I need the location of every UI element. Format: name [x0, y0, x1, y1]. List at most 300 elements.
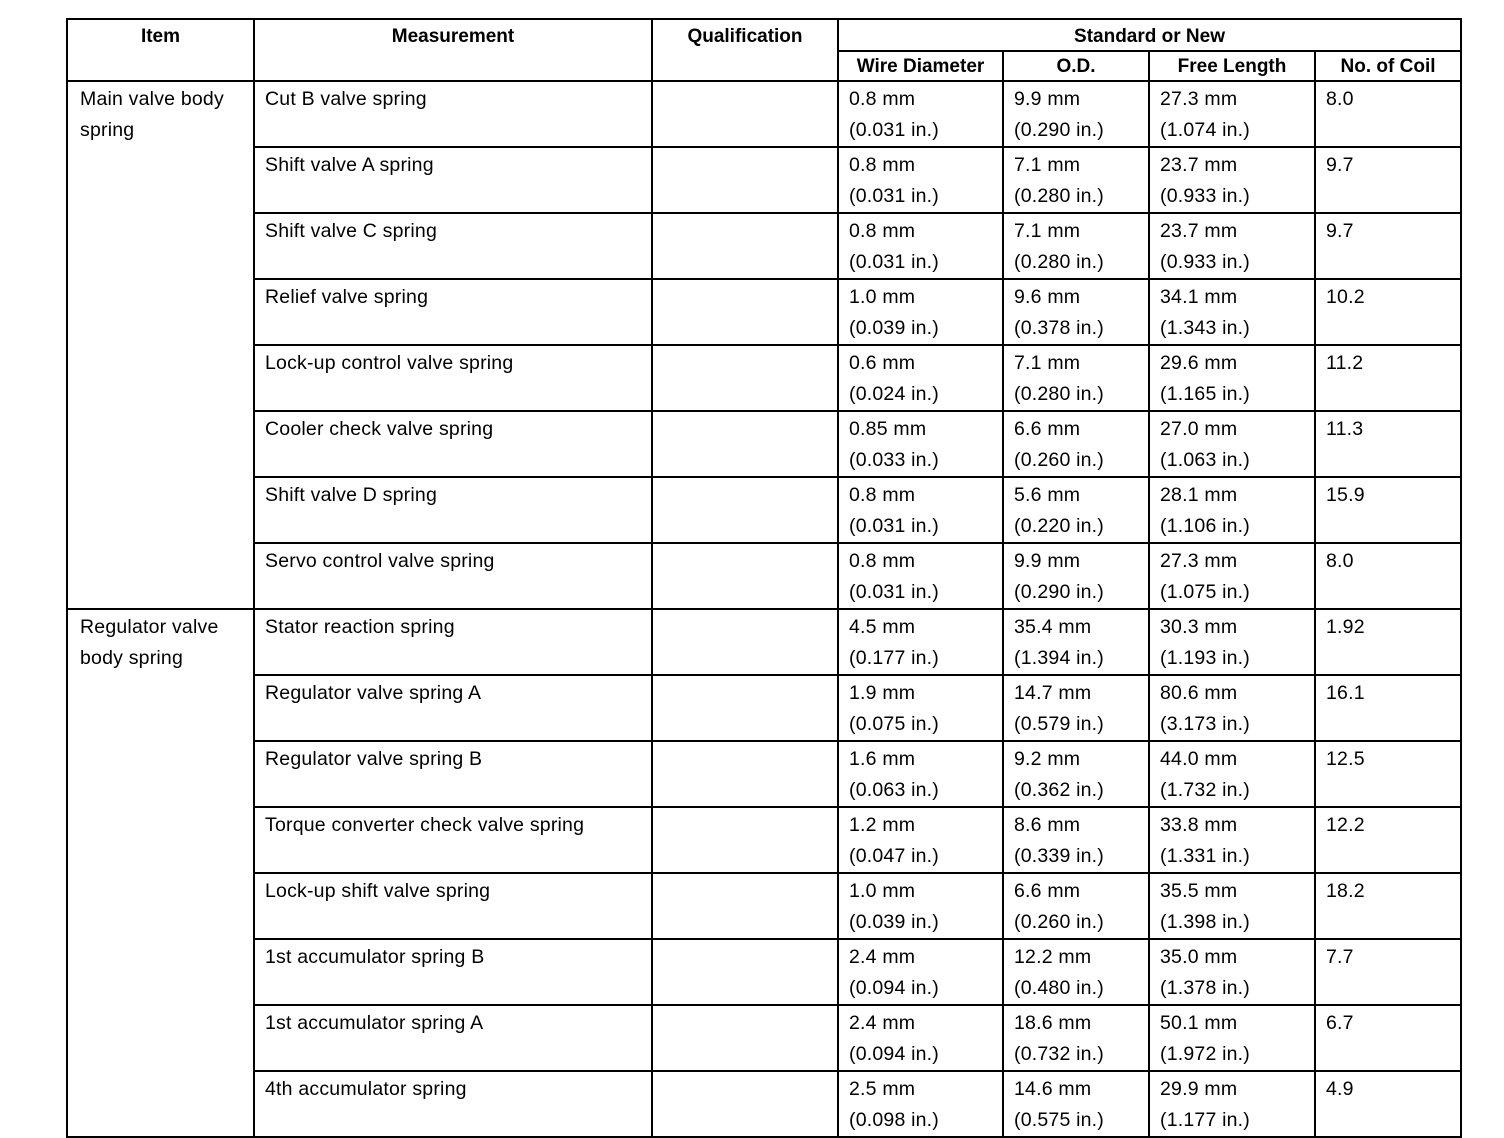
free-length-value-metric: 30.3 mm — [1160, 616, 1238, 638]
free-length-value-imperial: (1.193 in.) — [1160, 647, 1250, 669]
qualification-value — [653, 544, 837, 546]
od-value — [1004, 808, 1148, 872]
od-value-imperial: (0.378 in.) — [1014, 317, 1104, 339]
od-value-metric: 7.1 mm — [1014, 154, 1081, 176]
measurement-name: Shift valve D spring — [265, 484, 437, 506]
table-row — [67, 675, 1461, 741]
wire-diameter-value-metric: 1.6 mm — [849, 748, 916, 770]
free-length-cell — [1149, 543, 1315, 609]
od-value-imperial: (0.280 in.) — [1014, 383, 1104, 405]
od-value — [1004, 214, 1148, 278]
wire-diameter-value — [839, 676, 1002, 740]
free-length-value-metric: 35.0 mm — [1160, 946, 1238, 968]
wire-diameter-value-imperial: (0.075 in.) — [849, 713, 939, 735]
wire-diameter-cell — [838, 411, 1003, 477]
wire-diameter-value — [839, 214, 1002, 278]
free-length-cell — [1149, 477, 1315, 543]
qualification-value — [653, 676, 837, 678]
table-row — [67, 939, 1461, 1005]
wire-diameter-value-metric: 0.8 mm — [849, 220, 916, 242]
table-body — [67, 81, 1461, 1137]
free-length-value-imperial: (1.732 in.) — [1160, 779, 1250, 801]
free-length-value-imperial: (1.343 in.) — [1160, 317, 1250, 339]
wire-diameter-value-metric: 1.2 mm — [849, 814, 916, 836]
qualification-value — [653, 1072, 837, 1074]
wire-diameter-value-imperial: (0.063 in.) — [849, 779, 939, 801]
coil-cell — [1315, 147, 1461, 213]
od-value-imperial: (0.280 in.) — [1014, 185, 1104, 207]
header-od: O.D. — [1003, 51, 1149, 81]
coil-value: 8.0 — [1326, 550, 1354, 572]
qualification-value — [653, 214, 837, 216]
free-length-value-metric: 23.7 mm — [1160, 154, 1238, 176]
measurement-cell — [254, 411, 652, 477]
free-length-value-metric: 29.6 mm — [1160, 352, 1238, 374]
measurement-name: Lock-up shift valve spring — [265, 880, 491, 902]
free-length-value — [1150, 874, 1314, 938]
free-length-value — [1150, 808, 1314, 872]
wire-diameter-value-metric: 0.8 mm — [849, 550, 916, 572]
measurement-cell — [254, 675, 652, 741]
od-cell — [1003, 1071, 1149, 1137]
header-qualification: Qualification — [652, 19, 838, 81]
qualification-cell — [652, 939, 838, 1005]
coil-value: 1.92 — [1326, 616, 1365, 638]
qualification-value — [653, 1006, 837, 1008]
free-length-cell — [1149, 279, 1315, 345]
free-length-value-imperial: (1.075 in.) — [1160, 581, 1250, 603]
coil-value: 4.9 — [1326, 1078, 1354, 1100]
measurement-cell — [254, 741, 652, 807]
free-length-value — [1150, 940, 1314, 1004]
free-length-cell — [1149, 939, 1315, 1005]
table-header — [67, 19, 1461, 81]
measurement-cell — [254, 81, 652, 147]
od-cell — [1003, 411, 1149, 477]
wire-diameter-value-imperial: (0.177 in.) — [849, 647, 939, 669]
qualification-cell — [652, 411, 838, 477]
free-length-value — [1150, 1006, 1314, 1070]
free-length-value-imperial: (1.063 in.) — [1160, 449, 1250, 471]
qualification-cell — [652, 213, 838, 279]
od-cell — [1003, 873, 1149, 939]
free-length-cell — [1149, 1005, 1315, 1071]
wire-diameter-cell — [838, 1005, 1003, 1071]
wire-diameter-value-imperial: (0.033 in.) — [849, 449, 939, 471]
qualification-value — [653, 148, 837, 150]
free-length-value-metric: 27.0 mm — [1160, 418, 1238, 440]
measurement-cell — [254, 873, 652, 939]
coil-value: 16.1 — [1326, 682, 1365, 704]
free-length-value — [1150, 610, 1314, 674]
table-row — [67, 147, 1461, 213]
od-value — [1004, 940, 1148, 1004]
coil-value: 12.2 — [1326, 814, 1365, 836]
wire-diameter-cell — [838, 1071, 1003, 1137]
measurement-name: Cut B valve spring — [265, 88, 427, 110]
coil-value: 9.7 — [1326, 220, 1354, 242]
wire-diameter-value-imperial: (0.094 in.) — [849, 977, 939, 999]
od-value — [1004, 676, 1148, 740]
coil-cell — [1315, 477, 1461, 543]
coil-cell — [1315, 609, 1461, 675]
od-cell — [1003, 477, 1149, 543]
free-length-value — [1150, 478, 1314, 542]
wire-diameter-value-metric: 2.5 mm — [849, 1078, 916, 1100]
free-length-cell — [1149, 609, 1315, 675]
od-value-metric: 12.2 mm — [1014, 946, 1092, 968]
qualification-cell — [652, 543, 838, 609]
wire-diameter-cell — [838, 279, 1003, 345]
free-length-cell — [1149, 873, 1315, 939]
free-length-cell — [1149, 411, 1315, 477]
free-length-value-metric: 27.3 mm — [1160, 550, 1238, 572]
coil-cell — [1315, 807, 1461, 873]
qualification-value — [653, 742, 837, 744]
free-length-cell — [1149, 741, 1315, 807]
coil-value: 6.7 — [1326, 1012, 1354, 1034]
wire-diameter-value-imperial: (0.047 in.) — [849, 845, 939, 867]
wire-diameter-value-imperial: (0.039 in.) — [849, 911, 939, 933]
od-cell — [1003, 147, 1149, 213]
measurement-name: Relief valve spring — [265, 286, 429, 308]
free-length-value-metric: 80.6 mm — [1160, 682, 1238, 704]
od-value-metric: 5.6 mm — [1014, 484, 1081, 506]
free-length-value-metric: 27.3 mm — [1160, 88, 1238, 110]
od-value — [1004, 478, 1148, 542]
qualification-cell — [652, 609, 838, 675]
group-name — [68, 82, 253, 146]
header-wire-diameter: Wire Diameter — [838, 51, 1003, 81]
qualification-cell — [652, 147, 838, 213]
wire-diameter-cell — [838, 873, 1003, 939]
header-no-of-coil: No. of Coil — [1315, 51, 1461, 81]
header-item: Item — [67, 19, 254, 81]
measurement-name: Regulator valve spring B — [265, 748, 483, 770]
free-length-cell — [1149, 81, 1315, 147]
free-length-value — [1150, 82, 1314, 146]
wire-diameter-value-imperial: (0.031 in.) — [849, 581, 939, 603]
measurement-name: Cooler check valve spring — [265, 418, 494, 440]
free-length-value — [1150, 214, 1314, 278]
coil-cell — [1315, 675, 1461, 741]
free-length-cell — [1149, 147, 1315, 213]
od-value-metric: 14.6 mm — [1014, 1078, 1092, 1100]
measurement-cell — [254, 1005, 652, 1071]
od-value-metric: 9.2 mm — [1014, 748, 1081, 770]
free-length-value-metric: 35.5 mm — [1160, 880, 1238, 902]
od-value — [1004, 544, 1148, 608]
free-length-value-metric: 34.1 mm — [1160, 286, 1238, 308]
coil-cell — [1315, 1071, 1461, 1137]
od-value — [1004, 412, 1148, 476]
free-length-value-imperial: (1.165 in.) — [1160, 383, 1250, 405]
free-length-value-metric: 44.0 mm — [1160, 748, 1238, 770]
measurement-cell — [254, 345, 652, 411]
od-cell — [1003, 213, 1149, 279]
measurement-name: 1st accumulator spring B — [265, 946, 485, 968]
od-value — [1004, 280, 1148, 344]
group-name — [68, 610, 253, 674]
measurement-cell — [254, 1071, 652, 1137]
od-value — [1004, 346, 1148, 410]
qualification-cell — [652, 807, 838, 873]
wire-diameter-value-metric: 0.6 mm — [849, 352, 916, 374]
wire-diameter-cell — [838, 675, 1003, 741]
qualification-value — [653, 346, 837, 348]
table-row — [67, 609, 1461, 675]
od-value-metric: 18.6 mm — [1014, 1012, 1092, 1034]
od-value-metric: 8.6 mm — [1014, 814, 1081, 836]
measurement-name: Servo control valve spring — [265, 550, 495, 572]
coil-value: 11.2 — [1326, 352, 1364, 374]
qualification-value — [653, 808, 837, 810]
wire-diameter-cell — [838, 81, 1003, 147]
wire-diameter-value-imperial: (0.039 in.) — [849, 317, 939, 339]
wire-diameter-cell — [838, 609, 1003, 675]
measurement-cell — [254, 213, 652, 279]
wire-diameter-value-imperial: (0.031 in.) — [849, 515, 939, 537]
wire-diameter-value-imperial: (0.094 in.) — [849, 1043, 939, 1065]
wire-diameter-value-imperial: (0.031 in.) — [849, 119, 939, 141]
measurement-cell — [254, 147, 652, 213]
measurement-cell — [254, 477, 652, 543]
qualification-cell — [652, 477, 838, 543]
free-length-value — [1150, 412, 1314, 476]
od-value — [1004, 874, 1148, 938]
wire-diameter-value-imperial: (0.024 in.) — [849, 383, 939, 405]
od-value-imperial: (0.362 in.) — [1014, 779, 1104, 801]
od-value-metric: 9.9 mm — [1014, 88, 1081, 110]
wire-diameter-value-imperial: (0.031 in.) — [849, 251, 939, 273]
od-value — [1004, 82, 1148, 146]
coil-cell — [1315, 543, 1461, 609]
od-cell — [1003, 279, 1149, 345]
table-row — [67, 873, 1461, 939]
coil-value: 18.2 — [1326, 880, 1365, 902]
table-row — [67, 741, 1461, 807]
od-value-imperial: (0.260 in.) — [1014, 449, 1104, 471]
measurement-cell — [254, 279, 652, 345]
wire-diameter-cell — [838, 147, 1003, 213]
wire-diameter-value-metric: 0.8 mm — [849, 88, 916, 110]
coil-value: 8.0 — [1326, 88, 1354, 110]
spring-spec-table — [66, 18, 1462, 1138]
qualification-value — [653, 940, 837, 942]
od-value-metric: 9.6 mm — [1014, 286, 1081, 308]
qualification-value — [653, 874, 837, 876]
wire-diameter-value — [839, 280, 1002, 344]
od-value-imperial: (0.290 in.) — [1014, 581, 1104, 603]
od-value-metric: 35.4 mm — [1014, 616, 1092, 638]
free-length-value — [1150, 1072, 1314, 1136]
group-name-line2: body spring — [80, 647, 184, 669]
wire-diameter-value — [839, 478, 1002, 542]
wire-diameter-value — [839, 874, 1002, 938]
wire-diameter-cell — [838, 345, 1003, 411]
qualification-cell — [652, 279, 838, 345]
free-length-value-metric: 29.9 mm — [1160, 1078, 1238, 1100]
free-length-value-metric: 23.7 mm — [1160, 220, 1238, 242]
od-value-metric: 6.6 mm — [1014, 880, 1081, 902]
od-value-imperial: (0.339 in.) — [1014, 845, 1104, 867]
od-cell — [1003, 81, 1149, 147]
measurement-cell — [254, 609, 652, 675]
coil-cell — [1315, 741, 1461, 807]
group-name-line1: Main valve body — [80, 88, 224, 110]
free-length-value — [1150, 346, 1314, 410]
qualification-cell — [652, 873, 838, 939]
wire-diameter-value — [839, 610, 1002, 674]
free-length-value — [1150, 742, 1314, 806]
free-length-value-imperial: (0.933 in.) — [1160, 251, 1250, 273]
wire-diameter-cell — [838, 939, 1003, 1005]
free-length-value — [1150, 148, 1314, 212]
coil-cell — [1315, 81, 1461, 147]
coil-cell — [1315, 1005, 1461, 1071]
wire-diameter-value — [839, 1072, 1002, 1136]
table-row — [67, 213, 1461, 279]
od-value-imperial: (0.260 in.) — [1014, 911, 1104, 933]
od-value-imperial: (0.480 in.) — [1014, 977, 1104, 999]
od-value — [1004, 148, 1148, 212]
wire-diameter-value — [839, 82, 1002, 146]
measurement-name: Torque converter check valve spring — [265, 814, 585, 836]
od-cell — [1003, 675, 1149, 741]
table-row — [67, 1005, 1461, 1071]
wire-diameter-cell — [838, 807, 1003, 873]
table-row — [67, 477, 1461, 543]
od-value-imperial: (1.394 in.) — [1014, 647, 1104, 669]
od-value-imperial: (0.579 in.) — [1014, 713, 1104, 735]
free-length-cell — [1149, 807, 1315, 873]
wire-diameter-value-metric: 0.8 mm — [849, 154, 916, 176]
free-length-cell — [1149, 345, 1315, 411]
wire-diameter-value-metric: 2.4 mm — [849, 1012, 916, 1034]
od-value — [1004, 1072, 1148, 1136]
free-length-value — [1150, 544, 1314, 608]
header-measurement: Measurement — [254, 19, 652, 81]
wire-diameter-value — [839, 148, 1002, 212]
qualification-cell — [652, 1071, 838, 1137]
table-row — [67, 279, 1461, 345]
od-value-metric: 9.9 mm — [1014, 550, 1081, 572]
wire-diameter-value-imperial: (0.031 in.) — [849, 185, 939, 207]
coil-value: 12.5 — [1326, 748, 1365, 770]
wire-diameter-value-metric: 0.8 mm — [849, 484, 916, 506]
wire-diameter-value-imperial: (0.098 in.) — [849, 1109, 939, 1131]
coil-value: 9.7 — [1326, 154, 1354, 176]
coil-cell — [1315, 411, 1461, 477]
group-name-line2: spring — [80, 119, 135, 141]
wire-diameter-value-metric: 2.4 mm — [849, 946, 916, 968]
free-length-value-imperial: (1.106 in.) — [1160, 515, 1250, 537]
group-name-line1: Regulator valve — [80, 616, 219, 638]
coil-value: 10.2 — [1326, 286, 1365, 308]
wire-diameter-value-metric: 1.9 mm — [849, 682, 916, 704]
coil-cell — [1315, 939, 1461, 1005]
qualification-cell — [652, 675, 838, 741]
group-item-cell — [67, 609, 254, 1137]
od-value — [1004, 610, 1148, 674]
free-length-cell — [1149, 675, 1315, 741]
measurement-cell — [254, 543, 652, 609]
wire-diameter-value — [839, 940, 1002, 1004]
qualification-cell — [652, 81, 838, 147]
coil-value: 7.7 — [1326, 946, 1354, 968]
coil-cell — [1315, 873, 1461, 939]
od-value-metric: 7.1 mm — [1014, 352, 1081, 374]
table-row — [67, 543, 1461, 609]
free-length-value-imperial: (1.378 in.) — [1160, 977, 1250, 999]
free-length-cell — [1149, 213, 1315, 279]
free-length-value-imperial: (1.398 in.) — [1160, 911, 1250, 933]
free-length-value-imperial: (1.972 in.) — [1160, 1043, 1250, 1065]
od-cell — [1003, 807, 1149, 873]
od-value-imperial: (0.290 in.) — [1014, 119, 1104, 141]
measurement-name: Shift valve C spring — [265, 220, 437, 242]
group-item-cell — [67, 81, 254, 609]
od-cell — [1003, 741, 1149, 807]
measurement-cell — [254, 807, 652, 873]
free-length-cell — [1149, 1071, 1315, 1137]
qualification-value — [653, 82, 837, 84]
table-row — [67, 81, 1461, 147]
qualification-value — [653, 478, 837, 480]
table-row — [67, 807, 1461, 873]
wire-diameter-value — [839, 742, 1002, 806]
measurement-name: Shift valve A spring — [265, 154, 434, 176]
coil-cell — [1315, 345, 1461, 411]
wire-diameter-value — [839, 808, 1002, 872]
wire-diameter-value — [839, 346, 1002, 410]
free-length-value-imperial: (1.177 in.) — [1160, 1109, 1250, 1131]
qualification-cell — [652, 345, 838, 411]
header-free-length: Free Length — [1149, 51, 1315, 81]
wire-diameter-cell — [838, 741, 1003, 807]
wire-diameter-value-metric: 4.5 mm — [849, 616, 916, 638]
od-value-imperial: (0.220 in.) — [1014, 515, 1104, 537]
wire-diameter-value — [839, 544, 1002, 608]
qualification-value — [653, 280, 837, 282]
measurement-name: Stator reaction spring — [265, 616, 455, 638]
od-cell — [1003, 543, 1149, 609]
free-length-value-metric: 28.1 mm — [1160, 484, 1238, 506]
od-value-metric: 7.1 mm — [1014, 220, 1081, 242]
od-value-imperial: (0.575 in.) — [1014, 1109, 1104, 1131]
wire-diameter-cell — [838, 213, 1003, 279]
coil-cell — [1315, 213, 1461, 279]
qualification-cell — [652, 1005, 838, 1071]
od-cell — [1003, 1005, 1149, 1071]
free-length-value-imperial: (1.074 in.) — [1160, 119, 1250, 141]
od-cell — [1003, 345, 1149, 411]
wire-diameter-value-metric: 1.0 mm — [849, 286, 916, 308]
free-length-value — [1150, 676, 1314, 740]
measurement-name: Lock-up control valve spring — [265, 352, 514, 374]
qualification-cell — [652, 741, 838, 807]
free-length-value-imperial: (1.331 in.) — [1160, 845, 1250, 867]
coil-cell — [1315, 279, 1461, 345]
measurement-name: 4th accumulator spring — [265, 1078, 467, 1100]
od-value — [1004, 742, 1148, 806]
table-row — [67, 1071, 1461, 1137]
wire-diameter-value-metric: 1.0 mm — [849, 880, 916, 902]
qualification-value — [653, 610, 837, 612]
od-cell — [1003, 609, 1149, 675]
free-length-value — [1150, 280, 1314, 344]
od-value — [1004, 1006, 1148, 1070]
